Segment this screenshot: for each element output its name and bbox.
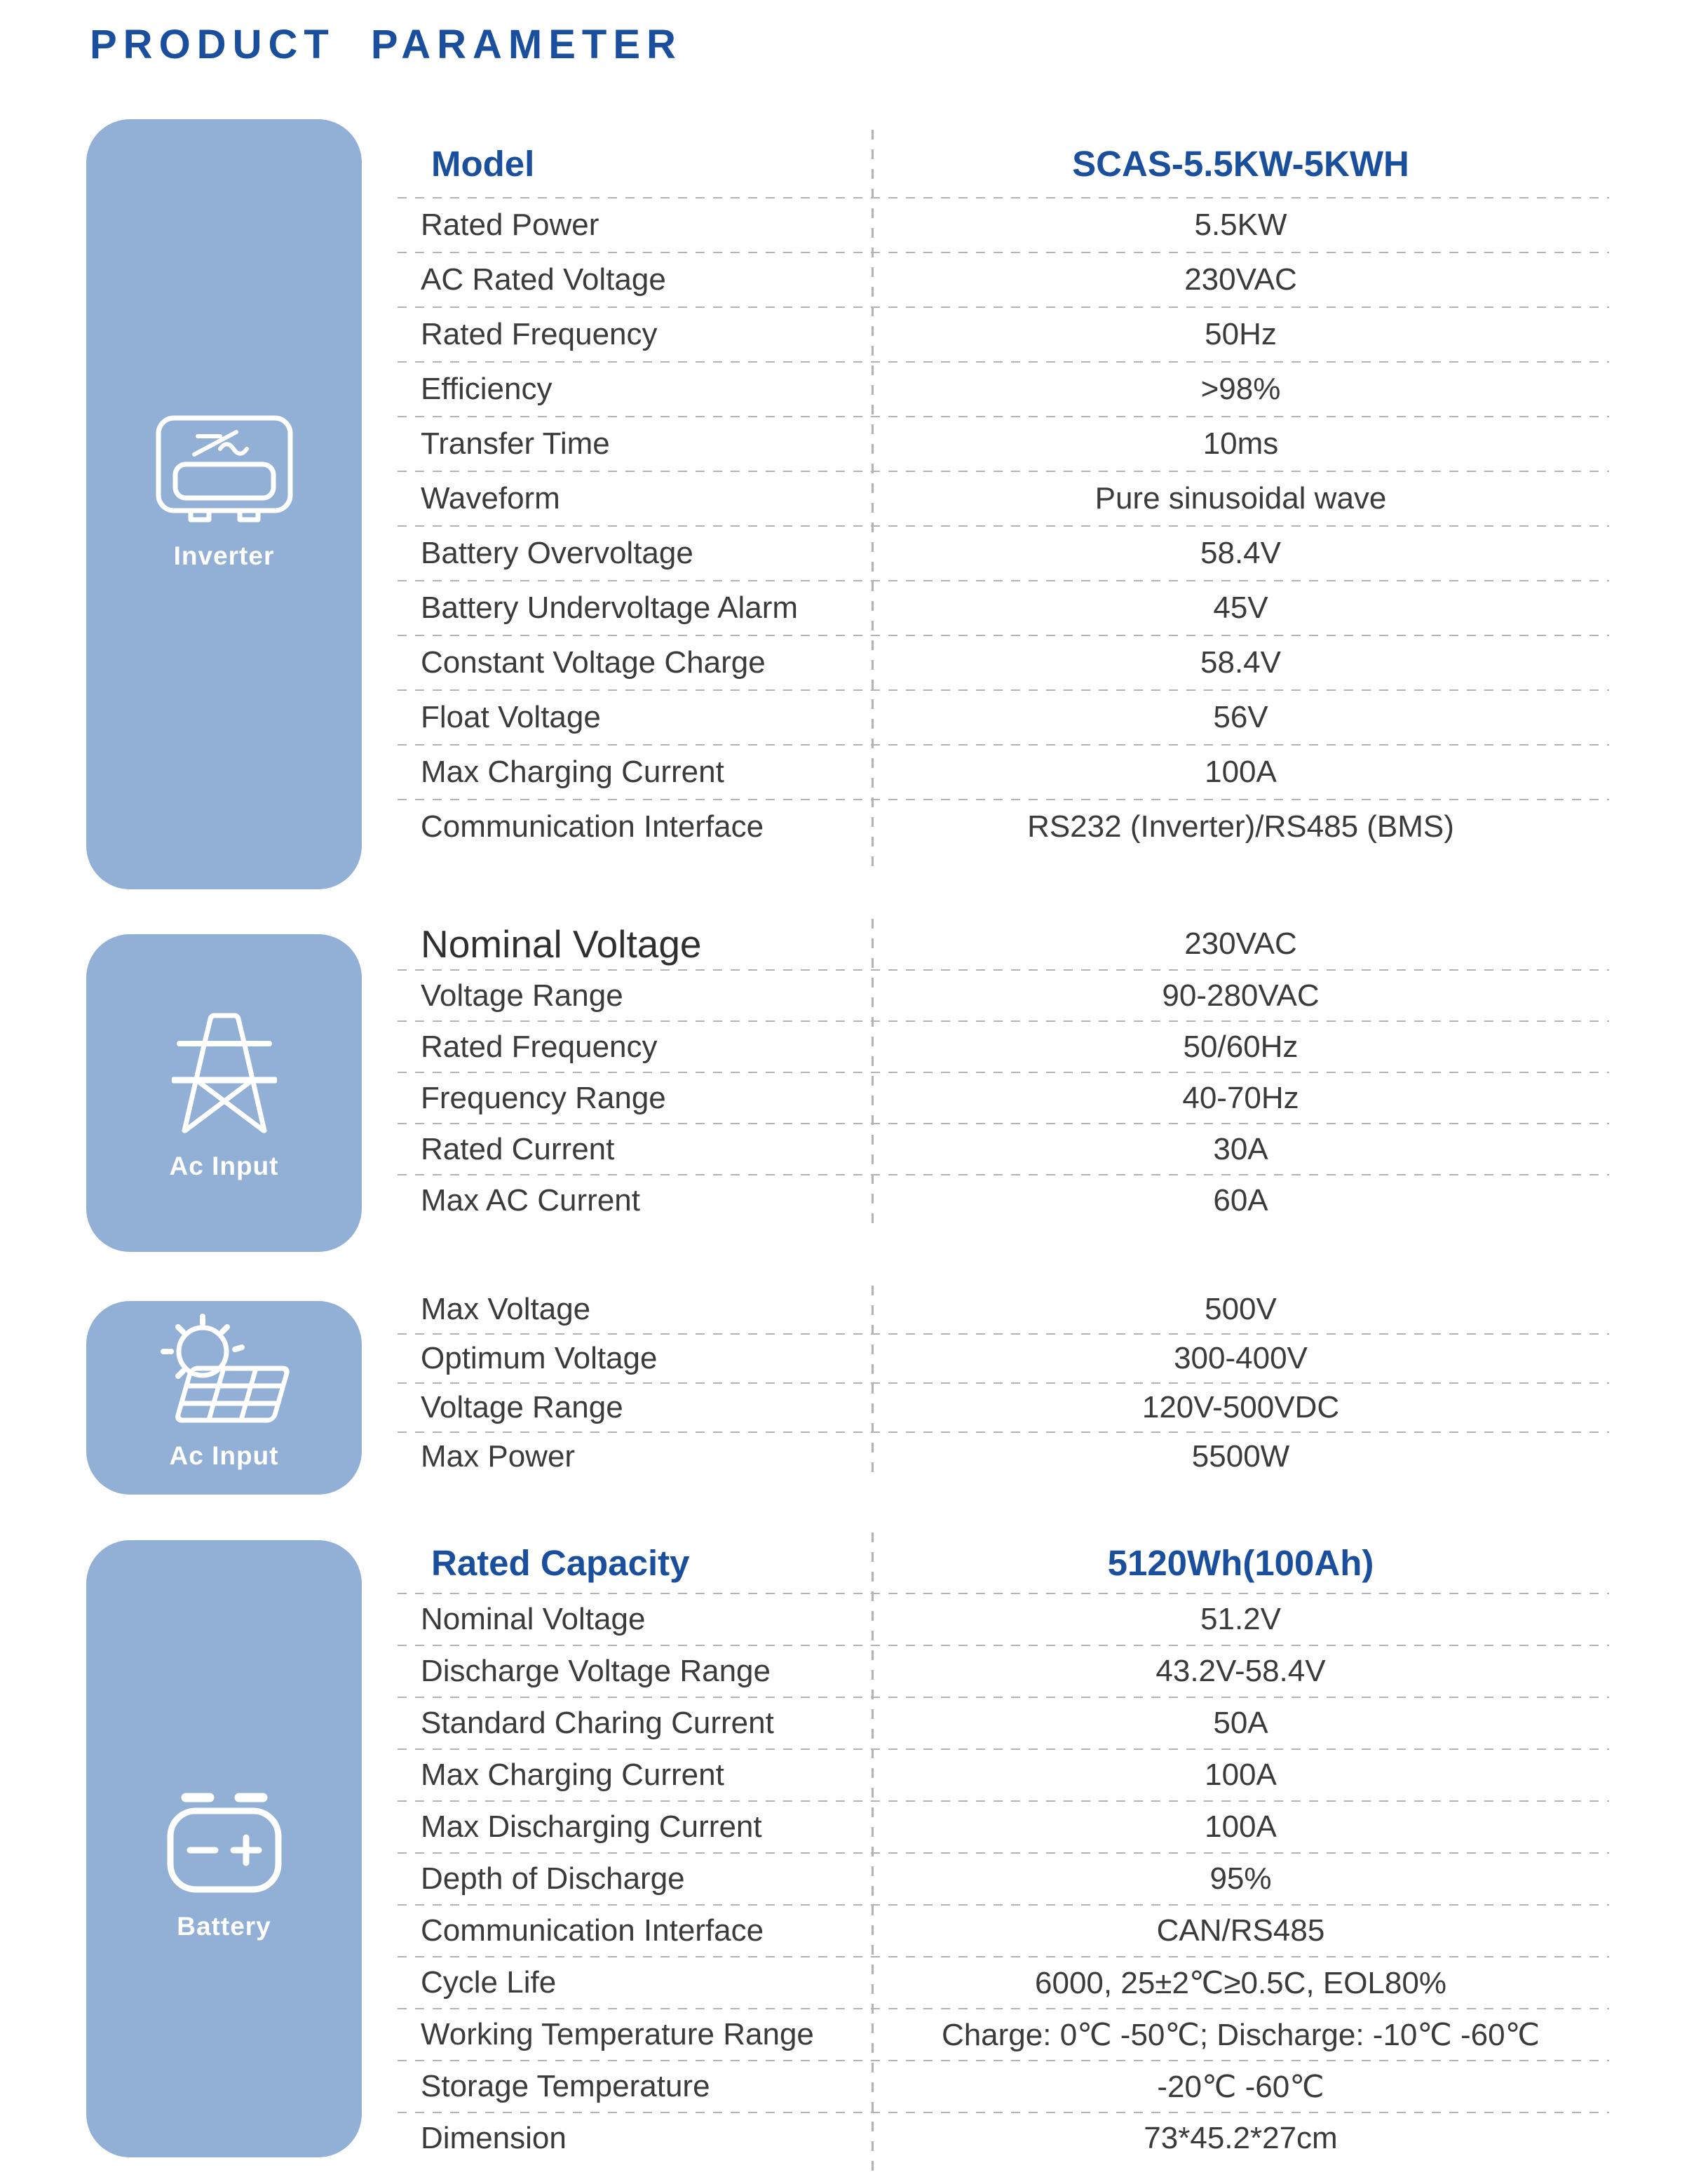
table-row: [398, 1124, 1609, 1174]
row-label: Battery Overvoltage: [421, 536, 693, 570]
row-value: 56V: [1213, 700, 1268, 734]
row-value: 60A: [1213, 1182, 1268, 1218]
row-label: Waveform: [421, 481, 560, 515]
card-ac-input-label: Ac Input: [169, 1152, 279, 1180]
table-header-label: Model: [431, 143, 535, 184]
row-value: 6000, 25±2℃≥0.5C, EOL80%: [1035, 1965, 1446, 2000]
row-label: Transfer Time: [421, 426, 610, 461]
table-row: [398, 198, 1609, 252]
card-inverter-content: [86, 414, 362, 571]
row-label: Rated Frequency: [421, 1029, 658, 1064]
row-label: Voltage Range: [421, 978, 623, 1013]
row-label: Standard Charing Current: [421, 1706, 774, 1740]
card-battery-content: [86, 1790, 362, 1941]
table-row: [398, 2113, 1609, 2164]
row-value: Pure sinusoidal wave: [1094, 481, 1387, 515]
row-label: Max AC Current: [421, 1182, 640, 1218]
row-value: 58.4V: [1200, 645, 1281, 680]
inverter-icon: [154, 414, 294, 526]
table-header-value: SCAS-5.5KW-5KWH: [1072, 143, 1409, 184]
row-label: Cycle Life: [421, 1965, 557, 2000]
row-label: Rated Current: [421, 1131, 615, 1166]
row-value: 50A: [1213, 1706, 1268, 1740]
row-label: Nominal Voltage: [421, 1602, 646, 1636]
table-pv-input: [398, 1286, 1609, 1482]
row-value: CAN/RS485: [1156, 1913, 1325, 1948]
row-label: Max Charging Current: [421, 755, 724, 789]
table-row: [398, 308, 1609, 361]
row-label: Rated Frequency: [421, 317, 658, 351]
table-row: [398, 2009, 1609, 2060]
card-battery-label: Battery: [177, 1912, 271, 1941]
table-header-label: Nominal Voltage: [421, 922, 702, 966]
column-divider: [872, 1532, 874, 2177]
table-row: [398, 527, 1609, 580]
table-row: [398, 2061, 1609, 2112]
table-row: [398, 1384, 1609, 1431]
column-divider: [872, 919, 874, 1232]
row-value: 40-70Hz: [1182, 1080, 1299, 1115]
row-label: Frequency Range: [421, 1080, 666, 1115]
table-row: [398, 1433, 1609, 1481]
card-pv-input-content: [86, 1312, 362, 1471]
battery-icon: [165, 1790, 284, 1896]
table-header-value: 230VAC: [1184, 926, 1297, 961]
card-ac-input-content: [86, 1010, 362, 1181]
table-row: [398, 636, 1609, 689]
table-row: [398, 1854, 1609, 1904]
table-header-value: 5120Wh(100Ah): [1107, 1542, 1374, 1583]
row-label: Discharge Voltage Range: [421, 1654, 771, 1688]
card-inverter-label: Inverter: [173, 541, 275, 570]
row-value: 50/60Hz: [1183, 1029, 1299, 1064]
row-label: Efficiency: [421, 372, 553, 406]
table-ac-input: [398, 919, 1609, 1232]
table-row: [398, 691, 1609, 744]
table-row: [398, 472, 1609, 525]
table-row: [398, 1175, 1609, 1225]
row-label: Constant Voltage Charge: [421, 645, 766, 680]
row-label: AC Rated Voltage: [421, 262, 666, 297]
row-value: -20℃ -60℃: [1157, 2069, 1324, 2104]
row-label: Battery Undervoltage Alarm: [421, 591, 799, 625]
row-label: Max Discharging Current: [421, 1809, 762, 1844]
solar-panel-icon: [158, 1312, 291, 1426]
table-row: [398, 1646, 1609, 1697]
row-label: Communication Interface: [421, 1913, 764, 1948]
power-tower-icon: [172, 1010, 277, 1136]
table-battery: [398, 1532, 1609, 2177]
row-value: RS232 (Inverter)/RS485 (BMS): [1027, 809, 1454, 844]
table-row: [398, 253, 1609, 306]
table-header-row: [398, 1532, 1609, 1593]
table-row: [398, 1802, 1609, 1852]
row-value: 45V: [1213, 591, 1268, 625]
row-value: 58.4V: [1200, 536, 1281, 570]
card-ac-input: [86, 934, 362, 1252]
column-divider: [872, 1286, 874, 1482]
card-battery: [86, 1540, 362, 2157]
row-value: 5500W: [1191, 1439, 1290, 1474]
row-label: Depth of Discharge: [421, 1861, 685, 1896]
row-value: Charge: 0℃ -50℃; Discharge: -10℃ -60℃: [941, 2017, 1540, 2052]
column-divider: [872, 130, 874, 873]
row-value: 100A: [1205, 1758, 1277, 1792]
card-pv-input: [86, 1301, 362, 1495]
row-value: 300-400V: [1174, 1341, 1308, 1375]
table-header-label: Rated Capacity: [431, 1542, 690, 1583]
row-value: 90-280VAC: [1162, 978, 1320, 1013]
page-title: PRODUCT PARAMETER: [90, 22, 682, 67]
row-label: Max Voltage: [421, 1292, 591, 1326]
table-row: [398, 363, 1609, 416]
row-value: 100A: [1205, 1809, 1277, 1844]
row-value: 30A: [1213, 1131, 1268, 1166]
row-label: Communication Interface: [421, 809, 764, 844]
table-row: [398, 1750, 1609, 1800]
row-value: 500V: [1205, 1292, 1277, 1326]
row-label: Max Charging Current: [421, 1758, 724, 1792]
table-row: [398, 1335, 1609, 1382]
table-row: [398, 800, 1609, 854]
table-row: [398, 581, 1609, 635]
row-value: 95%: [1209, 1861, 1272, 1896]
row-label: Dimension: [421, 2121, 567, 2155]
row-value: >98%: [1200, 372, 1281, 406]
table-row: [398, 417, 1609, 471]
row-value: 5.5KW: [1194, 208, 1287, 242]
table-inverter: [398, 130, 1609, 873]
row-value: 120V-500VDC: [1141, 1390, 1340, 1424]
row-value: 100A: [1205, 755, 1277, 789]
table-row: [398, 1594, 1609, 1645]
card-inverter: [86, 119, 362, 889]
row-value: 73*45.2*27cm: [1144, 2121, 1338, 2155]
table-row: [398, 1698, 1609, 1748]
row-value: 230VAC: [1184, 262, 1297, 297]
table-row: [398, 1286, 1609, 1333]
row-label: Voltage Range: [421, 1390, 623, 1424]
row-value: 10ms: [1202, 426, 1279, 461]
table-row: [398, 971, 1609, 1020]
table-row: [398, 1073, 1609, 1123]
table-row: [398, 1957, 1609, 2008]
table-row: [398, 1906, 1609, 1956]
table-header-row: [398, 919, 1609, 969]
row-value: 51.2V: [1200, 1602, 1281, 1636]
row-value: 43.2V-58.4V: [1155, 1654, 1326, 1688]
row-label: Storage Temperature: [421, 2069, 710, 2103]
row-label: Float Voltage: [421, 700, 601, 734]
row-value: 50Hz: [1205, 317, 1277, 351]
row-label: Max Power: [421, 1439, 576, 1474]
row-label: Optimum Voltage: [421, 1341, 658, 1375]
table-row: [398, 1022, 1609, 1072]
card-pv-input-label: Ac Input: [169, 1441, 279, 1470]
table-row: [398, 746, 1609, 799]
row-label: Working Temperature Range: [421, 2017, 814, 2051]
row-label: Rated Power: [421, 208, 599, 242]
table-header-row: [398, 130, 1609, 197]
